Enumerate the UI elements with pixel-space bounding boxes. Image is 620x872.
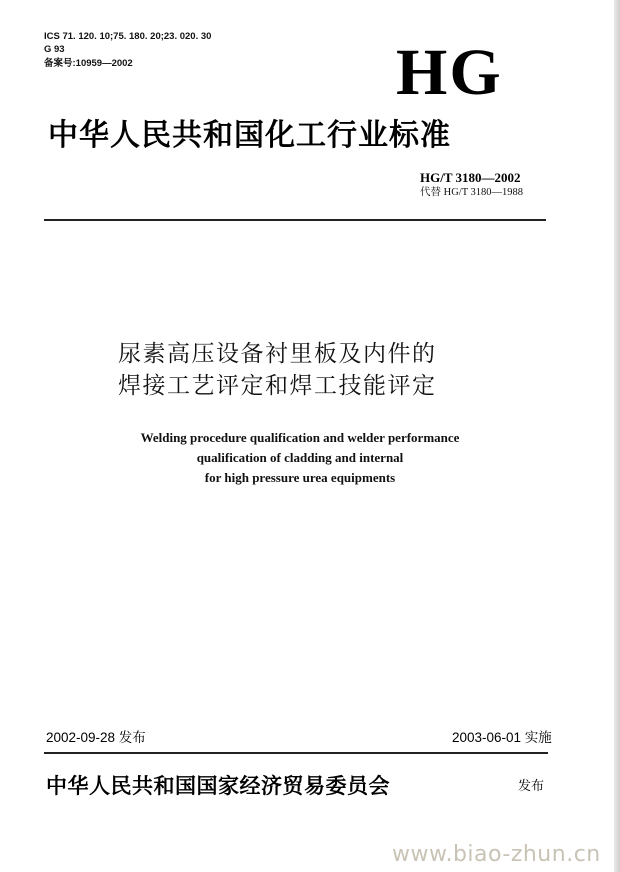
page-edge-shadow (614, 0, 620, 872)
title-en-line3: for high pressure urea equipments (204, 470, 396, 485)
hg-logo: HG (396, 36, 503, 109)
standard-type-heading: 中华人民共和国化工行业标准 (48, 118, 451, 153)
title-en-line2: qualification of cladding and internal (196, 450, 404, 465)
title-cn-line2: 焊接工艺评定和焊工技能评定 (118, 373, 437, 399)
record-number: 备案号:10959—2002 (44, 58, 133, 69)
site-watermark: www.biao-zhun.cn (392, 842, 601, 867)
publish-label: 发布 (518, 779, 545, 794)
ics-number: ICS 71. 120. 10;75. 180. 20;23. 020. 30 (44, 31, 212, 42)
issue-date: 2002-09-28 发布 (46, 730, 146, 745)
standard-code: HG/T 3180—2002 (420, 170, 521, 185)
publisher-name: 中华人民共和国国家经济贸易委员会 (46, 774, 390, 798)
title-cn-line1: 尿素高压设备衬里板及内件的 (118, 341, 437, 367)
footer-divider (44, 752, 548, 754)
title-en-line1: Welding procedure qualification and welder performance (140, 430, 460, 445)
implementation-date: 2003-06-01 实施 (452, 730, 552, 745)
header-divider (44, 219, 546, 221)
ccs-number: G 93 (44, 44, 65, 55)
replaces-standard: 代替 HG/T 3180—1988 (420, 187, 524, 198)
